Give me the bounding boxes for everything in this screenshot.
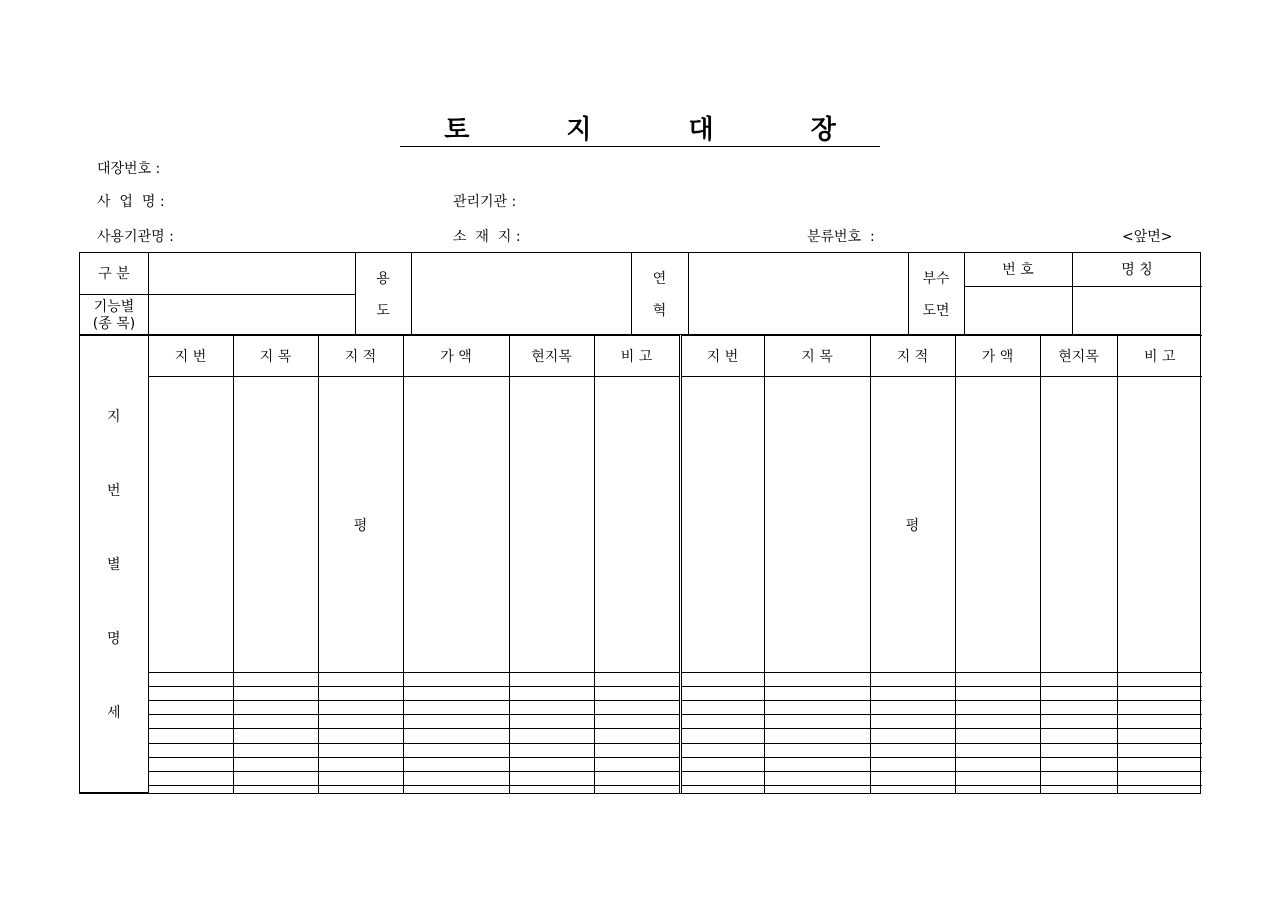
page-title <box>0 115 1280 147</box>
table-cell[interactable] <box>680 785 764 792</box>
name-header: 명 칭 <box>1121 262 1153 278</box>
table-cell[interactable] <box>870 729 955 743</box>
table-cell[interactable] <box>509 743 594 757</box>
table-cell[interactable] <box>870 715 955 729</box>
register-no-label: 대장번호 : <box>97 161 161 177</box>
table-cell[interactable] <box>403 729 509 743</box>
table-cell[interactable] <box>594 785 680 792</box>
table-row <box>80 743 1202 757</box>
table-cell[interactable] <box>148 771 233 785</box>
table-cell[interactable] <box>680 757 764 771</box>
table-cell[interactable] <box>594 673 680 687</box>
table-cell[interactable] <box>318 673 403 687</box>
column-header: 지 목 <box>764 336 870 377</box>
table-cell[interactable] <box>403 687 509 701</box>
summary-table <box>79 252 1201 335</box>
table-cell[interactable] <box>1040 729 1117 743</box>
table-cell[interactable] <box>1117 377 1202 673</box>
table-cell[interactable] <box>403 785 509 792</box>
divider <box>964 286 1202 287</box>
table-cell[interactable] <box>764 673 870 687</box>
table-cell[interactable] <box>148 715 233 729</box>
table-row <box>80 715 1202 729</box>
table-cell[interactable] <box>233 771 318 785</box>
table-cell[interactable] <box>870 701 955 715</box>
table-row <box>80 729 1202 743</box>
table-row <box>80 687 1202 701</box>
table-cell[interactable] <box>955 729 1040 743</box>
table-cell[interactable] <box>1040 377 1117 673</box>
column-header: 비 고 <box>594 336 680 377</box>
table-cell[interactable] <box>764 771 870 785</box>
table-row <box>80 757 1202 771</box>
managing-org-label: 관리기관 : <box>453 194 517 210</box>
table-cell[interactable] <box>955 785 1040 792</box>
table-cell[interactable] <box>870 687 955 701</box>
table-cell[interactable] <box>148 743 233 757</box>
table-cell[interactable] <box>680 701 764 715</box>
column-header: 지 적 <box>870 336 955 377</box>
table-cell[interactable] <box>318 757 403 771</box>
table-cell[interactable] <box>509 701 594 715</box>
table-cell[interactable] <box>594 743 680 757</box>
history-label-1: 연 <box>652 271 667 287</box>
table-cell[interactable] <box>1117 673 1202 687</box>
table-cell[interactable] <box>764 729 870 743</box>
table-cell[interactable] <box>870 757 955 771</box>
table-row <box>80 673 1202 687</box>
table-cell[interactable] <box>1040 757 1117 771</box>
parcel-detail-table <box>79 335 1201 794</box>
table-cell[interactable] <box>764 757 870 771</box>
column-header: 비 고 <box>1117 336 1202 377</box>
table-cell[interactable] <box>1117 715 1202 729</box>
table-cell[interactable] <box>764 785 870 792</box>
table-cell[interactable] <box>403 757 509 771</box>
table-cell[interactable] <box>594 715 680 729</box>
table-cell[interactable] <box>233 687 318 701</box>
project-name-label: 사 업 명 : <box>97 194 165 210</box>
table-cell[interactable] <box>764 715 870 729</box>
table-cell[interactable] <box>594 377 680 673</box>
table-cell[interactable] <box>509 687 594 701</box>
table-cell[interactable] <box>1117 729 1202 743</box>
table-row <box>80 785 1202 792</box>
table-cell[interactable] <box>594 687 680 701</box>
table-cell[interactable] <box>955 687 1040 701</box>
table-cell[interactable] <box>148 701 233 715</box>
table-cell[interactable] <box>233 743 318 757</box>
table-cell[interactable] <box>955 377 1040 673</box>
table-cell[interactable] <box>318 715 403 729</box>
front-side-label: <앞면> <box>1122 229 1173 245</box>
table-cell[interactable] <box>870 673 955 687</box>
table-cell[interactable] <box>1117 785 1202 792</box>
table-cell[interactable] <box>955 757 1040 771</box>
table-cell[interactable] <box>233 715 318 729</box>
drawing-label: 도면 <box>922 303 950 319</box>
parcel-detail-side-label <box>80 336 148 793</box>
column-header: 지 목 <box>233 336 318 377</box>
table-cell[interactable] <box>680 377 764 673</box>
table-cell[interactable] <box>955 771 1040 785</box>
divider <box>688 253 689 334</box>
table-row <box>80 771 1202 785</box>
table-cell[interactable] <box>1117 757 1202 771</box>
table-cell[interactable] <box>148 729 233 743</box>
usage-label-1: 용 <box>376 271 390 287</box>
table-cell[interactable] <box>680 673 764 687</box>
table-cell[interactable] <box>955 673 1040 687</box>
table-cell[interactable] <box>148 377 233 673</box>
table-cell[interactable] <box>403 771 509 785</box>
title-text: 토 지 대 장 <box>400 115 880 147</box>
divider <box>631 253 632 334</box>
table-cell[interactable] <box>870 771 955 785</box>
table-cell[interactable] <box>403 715 509 729</box>
table-cell[interactable] <box>955 715 1040 729</box>
table-cell[interactable] <box>594 757 680 771</box>
column-header: 현지목 <box>509 336 594 377</box>
user-org-label: 사용기관명 : <box>97 229 174 245</box>
table-cell[interactable] <box>870 743 955 757</box>
table-cell[interactable] <box>318 771 403 785</box>
table-cell[interactable] <box>403 701 509 715</box>
table-cell[interactable] <box>148 673 233 687</box>
class-no-label: 분류번호 : <box>807 229 875 245</box>
table-cell[interactable] <box>1040 785 1117 792</box>
table-cell[interactable] <box>403 377 509 673</box>
table-cell[interactable] <box>1040 673 1117 687</box>
table-cell[interactable] <box>680 771 764 785</box>
table-cell[interactable] <box>594 701 680 715</box>
divider <box>355 253 356 334</box>
table-cell[interactable] <box>1040 687 1117 701</box>
table-cell[interactable] <box>1117 701 1202 715</box>
number-header: 번 호 <box>1002 262 1034 278</box>
table-cell[interactable] <box>680 743 764 757</box>
table-cell[interactable] <box>233 377 318 673</box>
table-cell[interactable] <box>955 701 1040 715</box>
column-header: 가 액 <box>403 336 509 377</box>
side-char: 명 <box>106 631 121 647</box>
table-cell[interactable] <box>1040 743 1117 757</box>
table-cell[interactable] <box>148 687 233 701</box>
table-cell[interactable] <box>1040 701 1117 715</box>
side-char: 번 <box>106 483 121 499</box>
table-cell[interactable] <box>509 757 594 771</box>
table-cell[interactable] <box>680 715 764 729</box>
table-cell[interactable] <box>1117 743 1202 757</box>
table-cell[interactable] <box>1117 687 1202 701</box>
table-cell[interactable] <box>509 771 594 785</box>
table-cell[interactable] <box>680 687 764 701</box>
table-cell[interactable] <box>509 729 594 743</box>
table-cell[interactable] <box>233 701 318 715</box>
table-cell[interactable] <box>233 729 318 743</box>
appendix-label: 부수 <box>922 271 950 287</box>
location-label: 소 재 지 : <box>453 229 521 245</box>
table-cell[interactable] <box>318 687 403 701</box>
table-cell[interactable] <box>764 701 870 715</box>
table-cell[interactable] <box>764 377 870 673</box>
table-cell[interactable] <box>403 743 509 757</box>
table-cell[interactable] <box>1040 715 1117 729</box>
table-cell[interactable] <box>509 673 594 687</box>
area-unit-cell[interactable]: 평 <box>870 377 955 673</box>
history-label-2: 혁 <box>652 303 667 319</box>
column-header: 지 적 <box>318 336 403 377</box>
divider <box>411 253 412 334</box>
table-row <box>80 701 1202 715</box>
column-header: 현지목 <box>1040 336 1117 377</box>
table-cell[interactable] <box>318 701 403 715</box>
table-cell[interactable] <box>509 785 594 792</box>
function-label: 기능별 <box>93 299 135 315</box>
gubun-label: 구 분 <box>98 266 130 282</box>
table-cell[interactable] <box>955 743 1040 757</box>
item-label: (종 목) <box>92 316 136 332</box>
side-char: 별 <box>106 557 121 573</box>
table-cell[interactable] <box>594 729 680 743</box>
side-char: 지 <box>106 409 121 425</box>
table-cell[interactable] <box>318 785 403 792</box>
side-char: 세 <box>106 705 121 721</box>
table-cell[interactable] <box>148 785 233 792</box>
table-cell[interactable] <box>509 377 594 673</box>
table-row <box>80 377 1202 673</box>
table-cell[interactable] <box>233 673 318 687</box>
table-cell[interactable] <box>318 743 403 757</box>
usage-label-2: 도 <box>376 303 390 319</box>
divider <box>908 253 909 334</box>
table-cell[interactable] <box>764 743 870 757</box>
table-cell[interactable] <box>233 757 318 771</box>
table-cell[interactable] <box>403 673 509 687</box>
table-cell[interactable] <box>680 729 764 743</box>
table-cell[interactable] <box>764 687 870 701</box>
column-header: 지 번 <box>680 336 764 377</box>
table-cell[interactable] <box>594 771 680 785</box>
table-cell[interactable] <box>233 785 318 792</box>
table-cell[interactable] <box>148 757 233 771</box>
table-cell[interactable] <box>1117 771 1202 785</box>
table-cell[interactable] <box>870 785 955 792</box>
table-cell[interactable] <box>1040 771 1117 785</box>
column-header: 가 액 <box>955 336 1040 377</box>
column-header: 지 번 <box>148 336 233 377</box>
table-cell[interactable] <box>318 729 403 743</box>
area-unit-cell[interactable]: 평 <box>318 377 403 673</box>
table-cell[interactable] <box>509 715 594 729</box>
divider <box>80 294 355 295</box>
